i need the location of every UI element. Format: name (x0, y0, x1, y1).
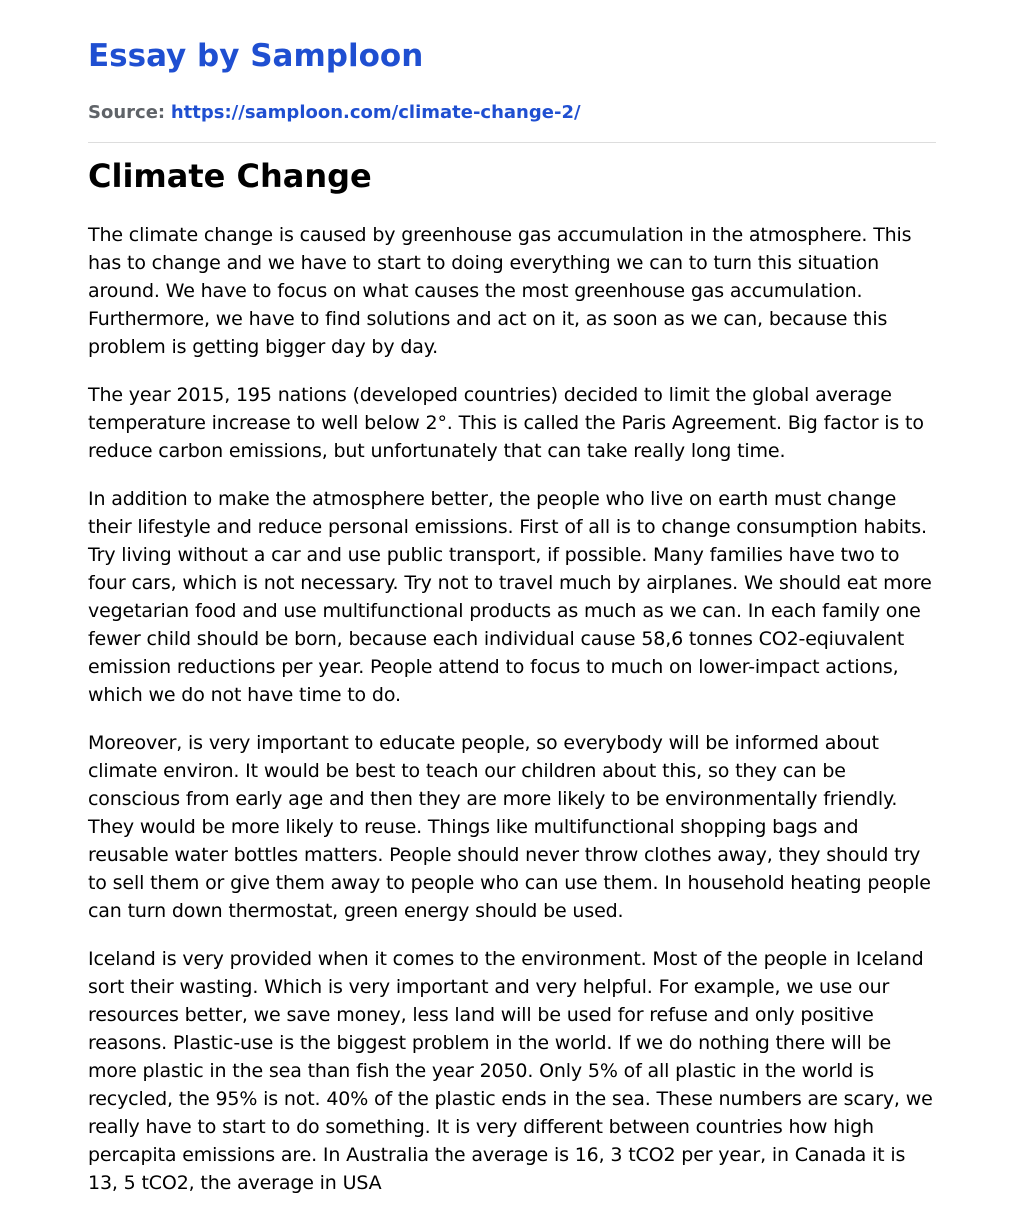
site-brand-title: Essay by Samploon (88, 38, 424, 74)
source-label: Source: (88, 102, 166, 123)
source-link[interactable]: https://samploon.com/climate-change-2/ (170, 102, 581, 123)
paragraph: Moreover, is very important to educate people, so everybody will be informed about climate environ. It would be best to teach our children about this, so they can be conscious from early age and then they are more likely to be environmentally friendly. They would be more likely to reuse. Things like multifunctional shopping bags and reusable water bottles matters. People should never throw clothes away, they should try to sell them or give them away to people who can use them. In household heating people can turn down thermostat, green energy should be used. (88, 732, 931, 922)
paragraph: The year 2015, 195 nations (developed countries) decided to limit the global average temperature increase to well below 2°. This is called the Paris Agreement. Big factor is to reduce carbon emissions, but unfortunately that can take really long time. (88, 384, 924, 462)
paragraph: Iceland is very provided when it comes to the environment. Most of the people in Iceland sort their wasting. Which is very important and very helpful. For example, we use our resources better, we save money, less land will be used for refuse and only positive reasons. Plastic-use is the biggest problem in the world. If we do nothing there will be more plastic in the sea than fish the year 2050. Only 5% of all plastic in the world is recycled, the 95% is not. 40% of the plastic ends in the sea. These numbers are scary, we really have to start to do something. It is very different between countries how high percapita emissions are. In Australia the average is 16, 3 tCO2 per year, in Canada it is 13, 5 tCO2, the average in USA (88, 948, 933, 1194)
article-title: Climate Change (88, 157, 372, 195)
article-body (88, 221, 938, 1217)
header-divider (88, 142, 936, 143)
paragraph: The climate change is caused by greenhouse gas accumulation in the atmosphere. This has to change and we have to start to doing everything we can to turn this situation around. We have to focus on what causes the most greenhouse gas accumulation. Furthermore, we have to find solutions and act on it, as soon as we can, because this problem is getting bigger day by day. (88, 224, 912, 358)
source-line (88, 101, 581, 125)
paragraph: In addition to make the atmosphere better, the people who live on earth must change their lifestyle and reduce personal emissions. First of all is to change consumption habits. Try living without a car and use public transport, if possible. Many families have two to four cars, which is not necessary. Try not to travel much by airplanes. We should eat more vegetarian food and use multifunctional products as much as we can. In each family one fewer child should be born, because each individual cause 58,6 tonnes CO2-eqiuvalent emission reductions per year. People attend to focus to much on lower-impact actions, which we do not have time to do. (88, 488, 932, 706)
